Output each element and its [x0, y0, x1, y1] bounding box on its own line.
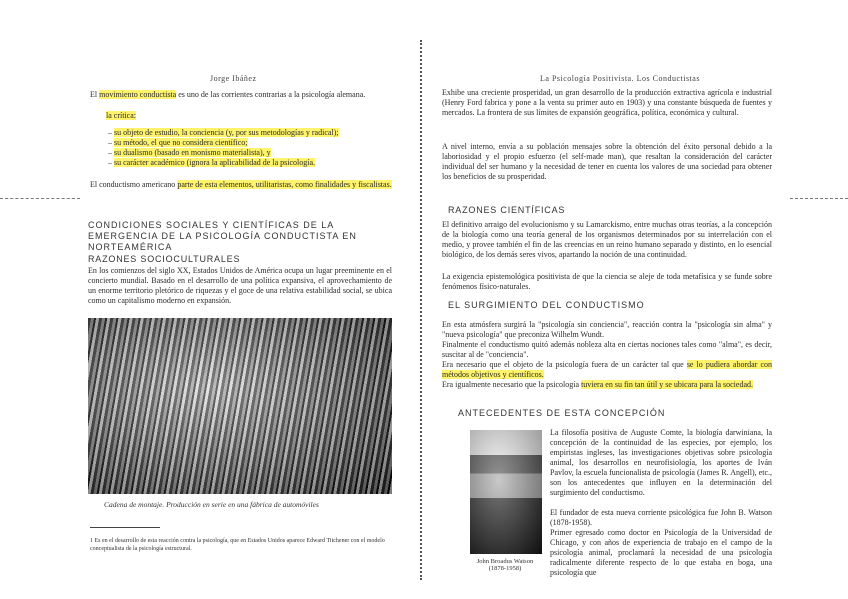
scan-artifact	[0, 198, 80, 199]
paragraph: Finalmente el conductismo quitó además nobleza alta en ciertas nociones tales como "alma", es decir, suscitar al de "conciencia".	[442, 340, 772, 359]
running-head-right: La Psicología Positivista. Los Conductistas	[540, 74, 700, 83]
list-item: – su dualismo (basado en monismo materialista), y	[108, 148, 271, 157]
book-gutter	[412, 0, 430, 599]
body-paragraph: En los comienzos del siglo XX, Estados Unidos de América ocupa un lugar preeminente en el concierto mundial. Basado en el desarrollo de una política expansiva, el aprovechamiento de un enorme territorio pletórico de riquezas y el goce de una relativa estabilidad social, se ubica como un capitalismo moderno en expansión.	[88, 266, 392, 305]
highlight-metodos: se lo pudiera abordar con métodos objetivos y científicos.	[442, 360, 772, 379]
portrait-caption: John Broadus Watson (1878-1958)	[476, 558, 534, 572]
highlight-conductista: movimiento conductista	[99, 90, 177, 99]
highlight-sociedad: tuviera en su fin tan útil y se ubicara para la sociedad.	[581, 380, 753, 389]
heading-surgimiento: EL SURGIMIENTO DEL CONDUCTISMO	[448, 300, 645, 310]
left-page	[0, 0, 412, 599]
paragraph: El definitivo arraigo del evolucionismo y su Lamarckismo, entre muchas otras teorías, a la concepción de la biología como una teoría general de los organismos determinados por su interrelación con el medio, y provee también el fin de las creencias en un reino humano separado y distinto, en lo esencial biológico, de los demás seres vivos, apartando la noción de una continuidad.	[442, 220, 772, 259]
running-head-left: Jorge Ibáñez	[210, 74, 257, 83]
subheading-socioculturales: RAZONES SOCIOCULTURALES	[88, 254, 241, 264]
intro-paragraph: El movimiento conductista es uno de las corrientes contrarias a la psicología alemana.	[90, 90, 366, 99]
list-item: – su carácter académico (ignora la aplicabilidad de la psicología.	[108, 158, 316, 167]
assembly-line-photo	[88, 318, 392, 494]
photo-caption: Cadena de montaje. Producción en serie en una fábrica de automóviles	[104, 500, 319, 509]
conclusion-paragraph: El conductismo americano parte de esta elementos, utilitaristas, como finalidades y fiscalistas.	[90, 180, 392, 189]
page-fold	[420, 40, 424, 580]
paragraph-highlighted: Era necesario que el objeto de la psicología fuera de un carácter tal que se lo pudiera abordar con métodos objetivos y científicos.	[442, 360, 772, 379]
paragraph: Primer egresado como doctor en Psicología de la Universidad de Chicago, y con años de experiencia de trabajo en el campo de la psicología animal, proclamará la necesidad de una psicología radicalmente diferente respecto de lo que estaba en boga, una psicología que	[550, 528, 772, 577]
section-heading: CONDICIONES SOCIALES Y CIENTÍFICAS DE LA EMERGENCIA DE LA PSICOLOGÍA CONDUCTISTA EN NORTEAMÉRICA	[88, 220, 357, 252]
right-page	[430, 0, 848, 599]
paragraph: La exigencia epistemológica positivista de que la ciencia se aleje de toda metafísica y se funde sobre fenómenos físico-naturales.	[442, 272, 772, 291]
paragraph: El fundador de esta nueva corriente psicológica fue John B. Watson (1878-1958).	[550, 508, 772, 527]
paragraph: A nivel interno, envía a su población mensajes sobre la obtención del éxito personal debido a la laboriosidad y el propio esfuerzo (el self-made man), que resaltan la consideración del carácter individual del ser humano y la necesidad de tener en cuenta los valores de una sociedad para obtener los beneficios de su prosperidad.	[442, 142, 772, 181]
critica-label: la crítica:	[106, 111, 136, 120]
paragraph-highlighted: Era igualmente necesario que la psicología tuviera en su fin tan útil y se ubicara para la sociedad.	[442, 380, 753, 389]
list-item: – su método, el que no considera científico;	[108, 138, 248, 147]
paragraph: La filosofía positiva de Auguste Comte, la biología darwiniana, la concepción de la continuidad de las especies, por ejemplo, los empiristas ingleses, las investigaciones objetivas sobre psicología animal, los desarrollos en neurofisiología, los aportes de Iván Pavlov, la escuela funcionalista de psicología (James R. Angell), etc., son los antecedentes que influyen en la determinación del surgimiento del conductismo.	[550, 428, 772, 497]
highlight-conclusion: parte de esta elementos, utilitaristas, como finalidades y fiscalistas.	[177, 180, 392, 189]
list-item: – su objeto de estudio, la conciencia (y, por sus metodologías y radical);	[108, 128, 339, 137]
heading-antecedentes: ANTECEDENTES DE ESTA CONCEPCIÓN	[458, 408, 666, 418]
critique-list	[108, 128, 392, 168]
footnote-rule	[90, 527, 160, 528]
watson-portrait	[470, 430, 542, 554]
footnote: 1 Es en el desarrollo de esta reacción contra la psicología, que en Estados Unidos aparece Edward Titchener con el modelo conceptualista de la psicología estructural.	[90, 538, 385, 552]
paragraph: Exhibe una creciente prosperidad, un gran desarrollo de la producción extractiva agrícola e industrial (Henry Ford fabrica y pone a la venta su primer auto en 1903) y una constante búsqueda de fuentes y mercados. La frontera de sus límites de expansión geográfica, política, económica y cultural.	[442, 88, 772, 117]
paragraph: En esta atmósfera surgirá la "psicología sin conciencia", reacción contra la "psicología sin alma" y "nueva psicología" que preconiza Wilhelm Wundt.	[442, 320, 772, 339]
subheading-cientificas: RAZONES CIENTÍFICAS	[448, 205, 566, 215]
